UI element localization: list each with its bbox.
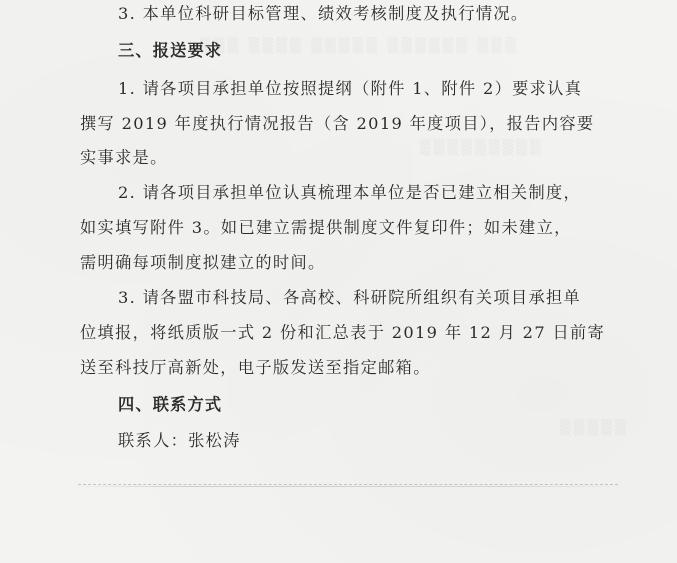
footer-rule-shadow	[78, 486, 618, 487]
bleed-through-text: ▒▒▒▒▒▒▒▒▒	[420, 140, 544, 156]
contact-person: 联系人：张松涛	[118, 431, 241, 450]
section-heading-submission-requirements: 三、报送要求	[118, 41, 223, 60]
paragraph-line: 位填报，将纸质版一式 2 份和汇总表于 2019 年 12 月 27 日前寄	[80, 323, 606, 342]
paragraph-line: 需明确每项制度拟建立的时间。	[80, 253, 326, 272]
paragraph-line: 3. 本单位科研目标管理、绩效考核制度及执行情况。	[118, 4, 529, 23]
footer-rule	[78, 484, 618, 485]
paragraph-line: 如实填写附件 3。如已建立需提供制度文件复印件；如未建立，	[80, 218, 572, 237]
paragraph-line: 撰写 2019 年度执行情况报告（含 2019 年度项目），报告内容要	[80, 114, 595, 133]
paragraph-line: 3. 请各盟市科技局、各高校、科研院所组织有关项目承担单	[118, 288, 582, 307]
paragraph-line: 1. 请各项目承担单位按照提纲（附件 1、附件 2）要求认真	[118, 79, 583, 98]
paragraph-line: 2. 请各项目承担单位认真梳理本单位是否已建立相关制度，	[118, 183, 582, 202]
paragraph-line: 实事求是。	[80, 148, 168, 167]
bleed-through-text: ▒▒▒▒▒	[560, 420, 629, 436]
section-heading-contact: 四、联系方式	[118, 395, 223, 414]
bleed-through-text: ▒▒▒ ▒▒▒▒ ▒▒▒▒▒ ▒▒▒▒▒▒ ▒▒▒	[200, 38, 519, 54]
paragraph-line: 送至科技厅高新处，电子版发送至指定邮箱。	[80, 358, 431, 377]
